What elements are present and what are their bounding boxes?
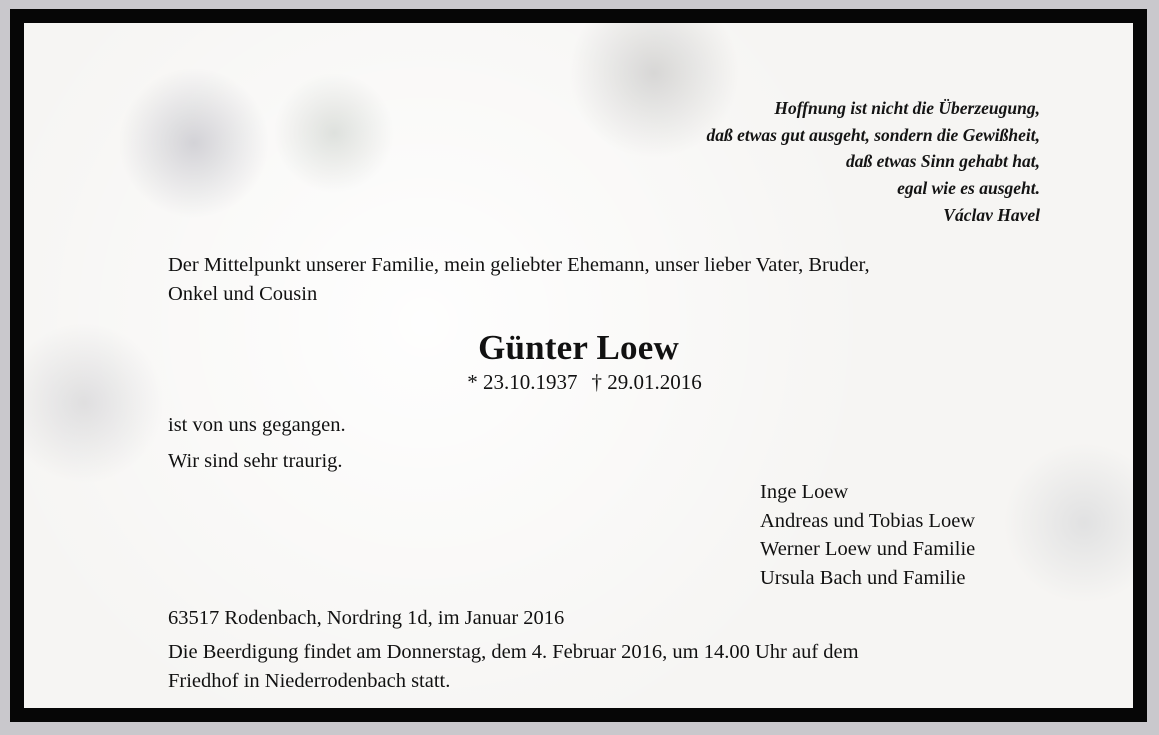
funeral-line: Die Beerdigung findet am Donnerstag, dem 4. Februar 2016, um 14.00 Uhr auf dem	[168, 641, 859, 663]
quote-line: daß etwas gut ausgeht, sondern die Gewißheit,	[706, 124, 1040, 145]
intro-line: Der Mittelpunkt unserer Familie, mein geliebter Ehemann, unser lieber Vater, Bruder,	[168, 254, 870, 276]
quote-author: Václav Havel	[943, 205, 1040, 225]
deceased-name: Günter Loew	[478, 328, 679, 367]
deceased-block	[24, 328, 1133, 394]
mourner-name: Ursula Bach und Familie	[760, 566, 966, 589]
mourner-name: Werner Loew und Familie	[760, 538, 976, 560]
death-cross-icon: †	[591, 370, 602, 394]
footer-info	[168, 604, 1068, 696]
intro-line: Onkel und Cousin	[168, 283, 318, 305]
life-dates	[24, 370, 1133, 394]
death-date: 29.01.2016	[607, 370, 702, 394]
quote-line: Hoffnung ist nicht die Überzeugung,	[774, 98, 1040, 118]
quote-line: daß etwas Sinn gehabt hat,	[845, 151, 1040, 171]
mourner-name: Andreas und Tobias Loew	[760, 509, 976, 532]
intro-text	[168, 251, 1048, 309]
quote-line: egal wie es ausgeht.	[897, 177, 1040, 198]
passing-statement	[168, 407, 346, 479]
birth-date: 23.10.1937	[483, 370, 578, 394]
sorrow-line: Wir sind sehr traurig.	[168, 450, 343, 472]
address-line: 63517 Rodenbach, Nordring 1d, im Januar 2016	[168, 607, 565, 629]
epigraph-quote	[706, 95, 1040, 229]
birth-symbol: *	[467, 370, 478, 394]
funeral-line: Friedhof in Niederrodenbach statt.	[168, 670, 451, 692]
mourner-name: Inge Loew	[760, 481, 849, 503]
mourners-list	[760, 478, 975, 592]
funeral-notice	[168, 638, 1068, 696]
obituary-card	[10, 9, 1147, 722]
passing-line: ist von uns gegangen.	[168, 414, 346, 436]
